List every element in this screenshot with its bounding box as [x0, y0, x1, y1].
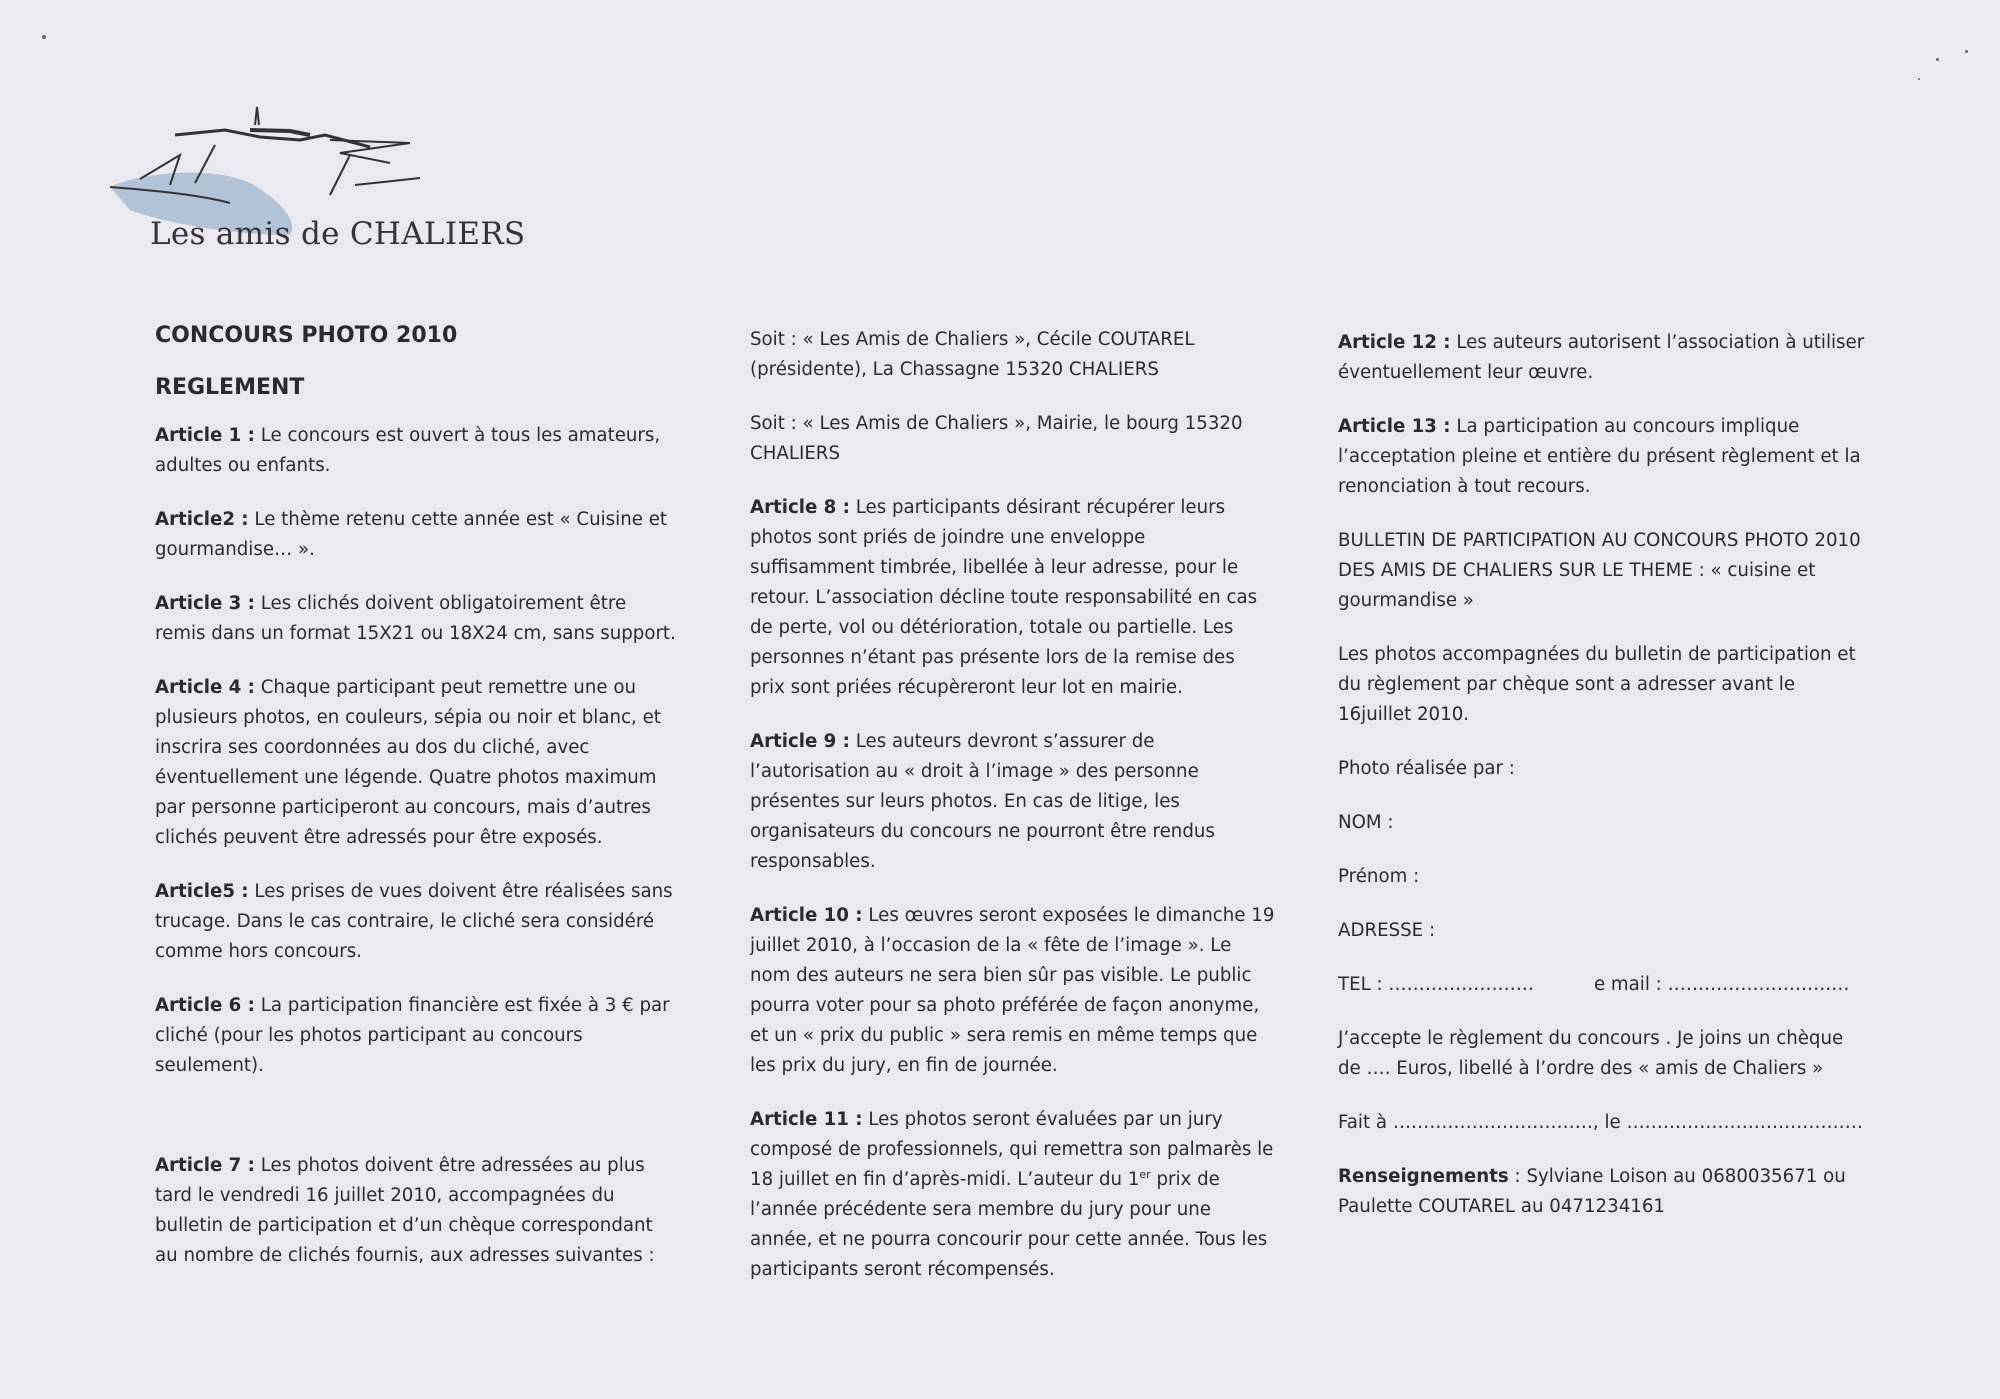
column-middle [750, 325, 1275, 1309]
article-label: Article 7 : [155, 1155, 255, 1176]
article-11 [750, 1105, 1275, 1285]
article-text: Chaque participant peut remettre une ou plusieurs photos, en couleurs, sépia ou noir et blanc, et inscrira ses coordonnées au dos du cliché, avec éventuellement une légende. Quatre photos maximum par personne participeront au concours, mais d’autres clichés peuvent être adressés pour être exposés. [155, 677, 661, 848]
address-2: Soit : « Les Amis de Chaliers », Mairie, le bourg 15320 CHALIERS [750, 413, 1243, 464]
article-label: Article 12 : [1338, 332, 1451, 353]
article-3 [155, 589, 680, 649]
speck [42, 35, 46, 39]
association-logo [100, 95, 540, 265]
contest-title: CONCOURS PHOTO 2010 [155, 323, 458, 348]
article-text: Les clichés doivent obligatoirement être remis dans un format 15X21 ou 18X24 cm, sans support. [155, 593, 676, 644]
contact-fields [1338, 970, 1868, 1000]
article-label: Article 9 : [750, 731, 850, 752]
article-5 [155, 877, 680, 967]
speck [1936, 58, 1939, 61]
photos-note: Les photos accompagnées du bulletin de participation et du règlement par chèque sont a adresser avant le 16juillet 2010. [1338, 644, 1856, 725]
article-text: Le thème retenu cette année est « Cuisine et gourmandise… ». [155, 509, 668, 560]
superscript: er [1139, 1167, 1151, 1181]
article-label: Article2 : [155, 509, 249, 530]
column-left [155, 321, 680, 1295]
article-9 [750, 727, 1275, 877]
article-7 [155, 1151, 680, 1271]
bulletin-heading: BULLETIN DE PARTICIPATION AU CONCOURS PHOTO 2010 DES AMIS DE CHALIERS SUR LE THEME : « cuisine et gourmandise » [1338, 530, 1861, 611]
article-12 [1338, 328, 1868, 388]
article-text: La participation financière est fixée à 3 € par cliché (pour les photos participant au concours seulement). [155, 995, 670, 1076]
article-label: Article 1 : [155, 425, 255, 446]
nom-field-label: NOM : [1338, 812, 1394, 833]
article-label: Article 13 : [1338, 416, 1451, 437]
article-label: Article 10 : [750, 905, 863, 926]
email-field-label: e mail : ………………………… [1593, 974, 1850, 995]
article-text: Les auteurs autorisent l’association à utiliser éventuellement leur œuvre. [1338, 332, 1865, 383]
speck [1918, 78, 1920, 80]
adresse-field-label: ADRESSE : [1338, 920, 1436, 941]
signature-place-date: Fait à ……………………………, le ………………………………… [1338, 1112, 1863, 1133]
article-8 [750, 493, 1275, 703]
article-10 [750, 901, 1275, 1081]
photo-by-label: Photo réalisée par : [1338, 758, 1515, 779]
article-text: Les prises de vues doivent être réalisées sans trucage. Dans le cas contraire, le cliché sera considéré comme hors concours. [155, 881, 673, 962]
article-6 [155, 991, 680, 1081]
article-label: Article 8 : [750, 497, 850, 518]
article-text: Les photos doivent être adressées au plus tard le vendredi 16 juillet 2010, accompagnées du bulletin de participation et d’un chèque correspondant au nombre de clichés fournis, aux adresses suivantes : [155, 1155, 655, 1266]
article-label: Article 11 : [750, 1109, 863, 1130]
column-right [1338, 328, 1868, 1246]
speck [1965, 50, 1968, 53]
article-label: Article 3 : [155, 593, 255, 614]
info-label: Renseignements [1338, 1166, 1509, 1187]
regulation-heading: REGLEMENT [155, 375, 305, 400]
article-4 [155, 673, 680, 853]
article-text: La participation au concours implique l’acceptation pleine et entière du présent règlement et la renonciation à tout recours. [1338, 416, 1861, 497]
info-text: : Sylviane Loison au 0680035671 ou Paulette COUTAREL au 0471234161 [1338, 1166, 1846, 1217]
logo-text: Les amis de CHALIERS [150, 216, 526, 252]
article-text: Les œuvres seront exposées le dimanche 19 juillet 2010, à l’occasion de la « fête de l’image ». Le nom des auteurs ne sera bien sûr pas visible. Le public pourra voter pour sa photo préférée de façon anonyme, et un « prix du public » sera remis en même temps que les prix du jury, en fin de journée. [750, 905, 1275, 1076]
article-2 [155, 505, 680, 565]
article-text: Les auteurs devront s’assurer de l’autorisation au « droit à l’image » des personne présentes sur leurs photos. En cas de litige, les organisateurs du concours ne pourront être rendus responsables. [750, 731, 1215, 872]
article-13 [1338, 412, 1868, 502]
article-label: Article5 : [155, 881, 249, 902]
article-label: Article 4 : [155, 677, 255, 698]
article-text: prix de l’année précédente sera membre du jury pour une année, et ne pourra concourir pour cette année. Tous les participants seront récompensés. [750, 1169, 1268, 1280]
prenom-field-label: Prénom : [1338, 866, 1420, 887]
address-1: Soit : « Les Amis de Chaliers », Cécile COUTAREL (présidente), La Chassagne 15320 CHALIERS [750, 329, 1195, 380]
article-text: Les photos seront évaluées par un jury composé de professionnels, qui remettra son palmarès le 18 juillet en fin d’après-midi. L’auteur du 1 [750, 1109, 1274, 1190]
article-text: Le concours est ouvert à tous les amateurs, adultes ou enfants. [155, 425, 661, 476]
article-1 [155, 421, 680, 481]
article-text: Les participants désirant récupérer leurs photos sont priés de joindre une enveloppe suffisamment timbrée, libellée à leur adresse, pour le retour. L’association décline toute responsabilité en cas de perte, vol ou détérioration, totale ou partielle. Les personnes n’étant pas présente lors de la remise des prix sont priées récupèreront leur lot en mairie. [750, 497, 1258, 698]
tel-field-label: TEL : …………………… [1338, 974, 1534, 995]
contact-info [1338, 1162, 1868, 1222]
acceptance-statement: J’accepte le règlement du concours . Je joins un chèque de …. Euros, libellé à l’ordre des « amis de Chaliers » [1338, 1028, 1844, 1079]
article-label: Article 6 : [155, 995, 255, 1016]
